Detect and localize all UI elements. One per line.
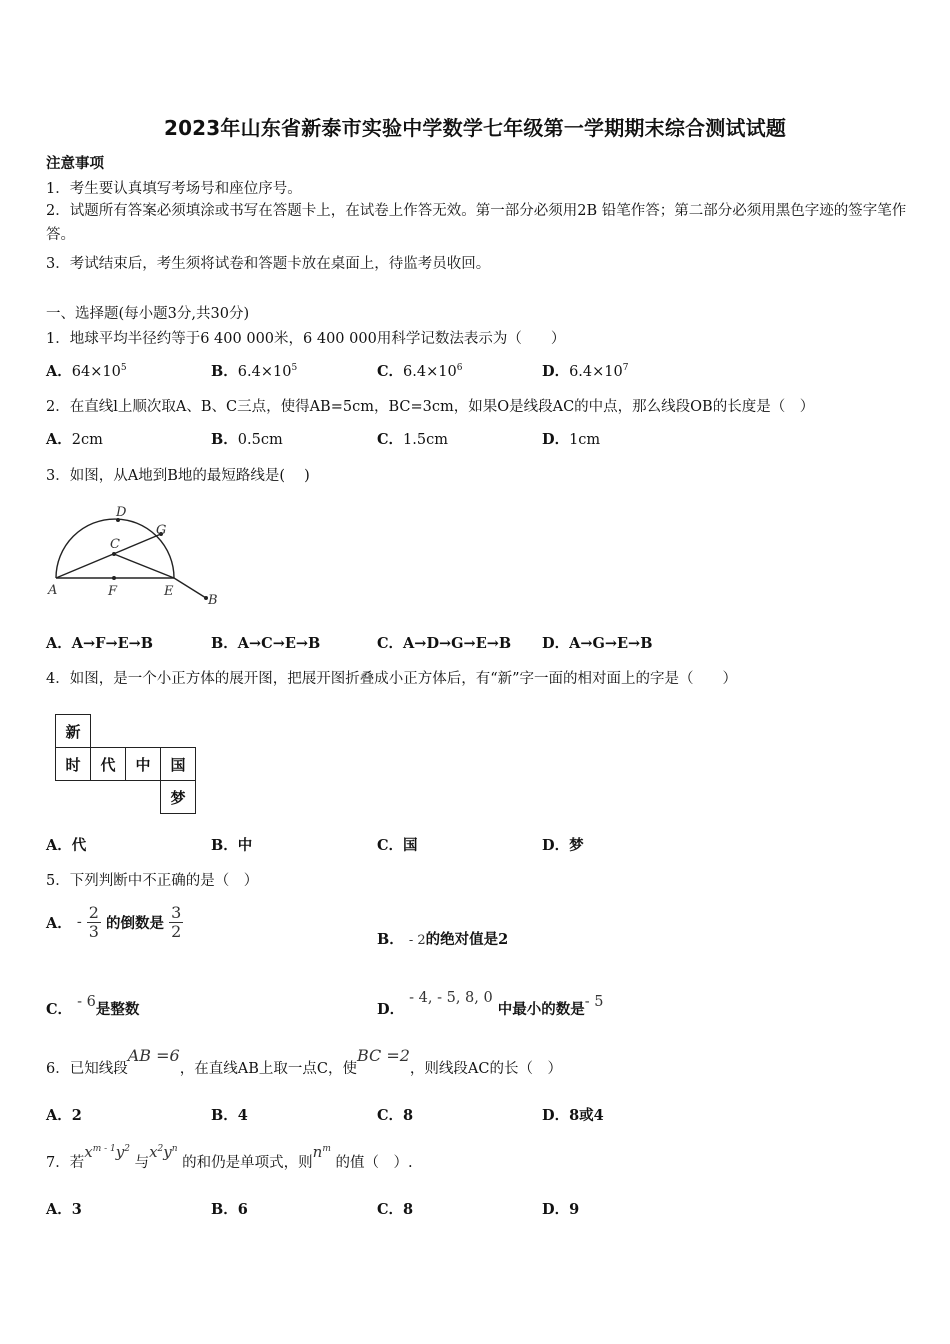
option-label: D． <box>542 837 570 854</box>
option-label: B． <box>211 1107 238 1124</box>
stem-text: 的值（ ）. <box>335 1155 413 1171</box>
option-label: B． <box>211 635 238 652</box>
q7-option-c[interactable] <box>377 1198 413 1219</box>
option-text: 6.4×10 <box>237 364 292 380</box>
q3-figure <box>40 500 230 612</box>
option-text: A→D→G→E→B <box>403 635 512 652</box>
math-expression: - 4, - 5, 8, 0 <box>409 990 493 1006</box>
label-b: B <box>208 593 218 608</box>
stem-text: 6．已知线段 <box>46 1061 128 1077</box>
segment-eb <box>174 578 206 598</box>
negative-sign: - <box>76 914 82 931</box>
q6-stem <box>46 1046 562 1078</box>
segment-ce <box>114 554 174 578</box>
monomial-x-2-y-n: $x^2y^n$ <box>149 1143 178 1161</box>
label-f: F <box>108 584 118 599</box>
q4-stem: 4．如图，是一个小正方体的展开图，把展开图折叠成小正方体后，有“新”字一面的相对面上的字是（ ） <box>46 671 738 687</box>
q7-option-b[interactable] <box>211 1198 248 1219</box>
option-label: B． <box>211 1201 238 1218</box>
q2-option-b[interactable] <box>211 428 283 449</box>
option-text: 4 <box>237 1107 248 1124</box>
q5-option-b[interactable] <box>377 928 508 949</box>
option-text: 6.4×10 <box>569 364 623 380</box>
notice-heading: 注意事项 <box>46 155 104 172</box>
option-text: 0.5cm <box>237 432 283 448</box>
option-text: 是整数 <box>95 1001 140 1018</box>
option-label: A． <box>46 431 72 448</box>
point-c <box>112 552 116 556</box>
label-e: E <box>164 584 174 599</box>
q6-option-a[interactable] <box>46 1104 82 1125</box>
option-label: B． <box>377 931 404 948</box>
option-text: 8 <box>403 1107 414 1124</box>
net-cell: 时 <box>56 748 91 781</box>
q7-option-a[interactable] <box>46 1198 82 1219</box>
option-text: 8或4 <box>569 1107 604 1124</box>
net-cell: 代 <box>91 748 126 781</box>
option-text: 中 <box>237 837 253 854</box>
option-text: 代 <box>71 837 87 854</box>
notice-item-3: 3．考试结束后，考生须将试卷和答题卡放在桌面上，待监考员收回。 <box>46 256 491 272</box>
q5-option-d[interactable] <box>377 990 604 1019</box>
math-expression: - 2 <box>408 933 426 948</box>
q5-stem: 5．下列判断中不正确的是（ ） <box>46 873 259 889</box>
monomial-x-m-1-y-2: $x^{m - 1}y^2$ <box>84 1143 130 1161</box>
option-text: 6 <box>237 1201 248 1218</box>
stem-text: ，在直线AB上取一点C，使 <box>179 1061 357 1077</box>
option-text: 国 <box>403 837 418 854</box>
q1-option-c[interactable] <box>377 360 462 381</box>
q4-option-c[interactable] <box>377 834 418 855</box>
q1-option-d[interactable] <box>542 360 628 381</box>
option-label: D． <box>542 431 570 448</box>
point-f <box>112 576 116 580</box>
notice-item-2: 2．试题所有答案必须填涂或书写在答题卡上，在试卷上作答无效。第一部分必须用2B 铅笔作答；第二部分必须用黑色字迹的签字笔作答。 <box>46 203 907 243</box>
fraction-three-halves <box>169 904 183 941</box>
q6-option-c[interactable] <box>377 1104 413 1125</box>
q5-option-a[interactable] <box>46 904 183 941</box>
option-label: A． <box>46 837 72 854</box>
power-n-m: $n^m$ <box>312 1143 331 1161</box>
fraction-denominator: 3 <box>88 922 99 941</box>
q6-option-b[interactable] <box>211 1104 248 1125</box>
label-g: G <box>156 523 167 538</box>
label-d: D <box>116 505 127 520</box>
option-text: 9 <box>569 1201 580 1218</box>
q3-option-b[interactable] <box>211 632 320 653</box>
fraction-denominator: 2 <box>171 922 182 941</box>
option-text: A→C→E→B <box>237 635 321 652</box>
net-cell: 国 <box>161 748 196 781</box>
option-label: C． <box>377 837 404 854</box>
option-text: 的倒数是 <box>106 915 165 932</box>
stem-text: 的和仍是单项式，则 <box>182 1155 313 1171</box>
option-text: 梦 <box>569 837 584 854</box>
option-label: A． <box>46 915 72 932</box>
q7-stem <box>46 1143 413 1172</box>
fraction-numerator: 2 <box>88 903 99 922</box>
cube-net <box>55 714 196 814</box>
option-label: D． <box>377 1001 405 1018</box>
option-label: A． <box>46 363 72 380</box>
q2-option-d[interactable] <box>542 428 600 449</box>
option-label: A． <box>46 635 72 652</box>
option-label: B． <box>211 431 238 448</box>
q7-option-d[interactable] <box>542 1198 579 1219</box>
q5-option-c[interactable] <box>46 994 140 1019</box>
q2-stem: 2．在直线l上顺次取A、B、C三点，使得AB=5cm，BC=3cm，如果O是线段AC的中点，那么线段OB的长度是（ ） <box>46 399 815 415</box>
q3-stem: 3．如图，从A地到B地的最短路线是( ) <box>46 468 310 484</box>
q2-option-a[interactable] <box>46 428 103 449</box>
notice-item-1: 1．考生要认真填写考场号和座位序号。 <box>46 181 302 197</box>
net-cell-top: 新 <box>56 715 91 748</box>
option-exponent: 6 <box>456 363 463 374</box>
option-text: 2cm <box>71 432 103 448</box>
math-expression: - 6 <box>77 994 96 1010</box>
option-label: C． <box>46 1001 73 1018</box>
stem-text: 与 <box>134 1155 150 1171</box>
stem-text: 7．若 <box>46 1155 85 1171</box>
option-text: 8 <box>403 1201 414 1218</box>
label-c: C <box>110 537 120 552</box>
q1-stem: 1．地球平均半径约等于6 400 000米，6 400 000用科学记数法表示为（ ） <box>46 331 566 347</box>
option-text: 1cm <box>569 432 601 448</box>
section-heading: 一、选择题(每小题3分,共30分) <box>46 306 250 322</box>
option-text: 1.5cm <box>403 432 448 448</box>
q3-option-a[interactable] <box>46 632 153 653</box>
net-cell: 中 <box>126 748 161 781</box>
option-label: B． <box>211 837 238 854</box>
option-label: D． <box>542 1107 570 1124</box>
q1-option-a[interactable] <box>46 360 127 381</box>
option-label: C． <box>377 431 404 448</box>
fraction-numerator: 3 <box>171 903 182 922</box>
option-label: A． <box>46 1107 72 1124</box>
option-exponent: 7 <box>622 363 629 374</box>
option-text: 6.4×10 <box>403 364 457 380</box>
option-label: D． <box>542 363 570 380</box>
option-text: 2 <box>71 1107 82 1124</box>
option-text: A→F→E→B <box>71 635 154 652</box>
option-text: 的绝对值是2 <box>425 931 509 948</box>
option-label: C． <box>377 635 404 652</box>
option-text: 3 <box>71 1201 82 1218</box>
q4-option-a[interactable] <box>46 834 86 855</box>
option-label: C． <box>377 1107 404 1124</box>
page-title: 2023年山东省新泰市实验中学数学七年级第一学期期末综合测试试题 <box>163 116 787 140</box>
math-expression: - 5 <box>584 994 604 1010</box>
math-expression: BC =2 <box>356 1046 410 1065</box>
option-label: D． <box>542 635 570 652</box>
option-label: C． <box>377 363 404 380</box>
option-text: A→G→E→B <box>569 635 653 652</box>
q1-option-b[interactable] <box>211 360 297 381</box>
stem-text: ，则线段AC的长（ ） <box>409 1061 562 1077</box>
q3-option-c[interactable] <box>377 632 511 653</box>
option-exponent: 5 <box>291 363 298 374</box>
q3-option-d[interactable] <box>542 632 652 653</box>
option-label: C． <box>377 1201 404 1218</box>
net-cell-bottom: 梦 <box>161 781 196 814</box>
q4-option-d[interactable] <box>542 834 584 855</box>
q4-option-b[interactable] <box>211 834 252 855</box>
option-exponent: 5 <box>120 363 127 374</box>
option-label: B． <box>211 363 238 380</box>
label-a: A <box>48 583 58 598</box>
q2-option-c[interactable] <box>377 428 448 449</box>
option-text: 64×10 <box>71 364 121 380</box>
option-label: D． <box>542 1201 570 1218</box>
math-expression: AB =6 <box>127 1046 180 1065</box>
q6-option-d[interactable] <box>542 1104 604 1125</box>
segment-ag <box>56 534 161 578</box>
option-label: A． <box>46 1201 72 1218</box>
fraction-two-thirds <box>87 904 101 941</box>
option-text: 中最小的数是 <box>497 1001 585 1018</box>
